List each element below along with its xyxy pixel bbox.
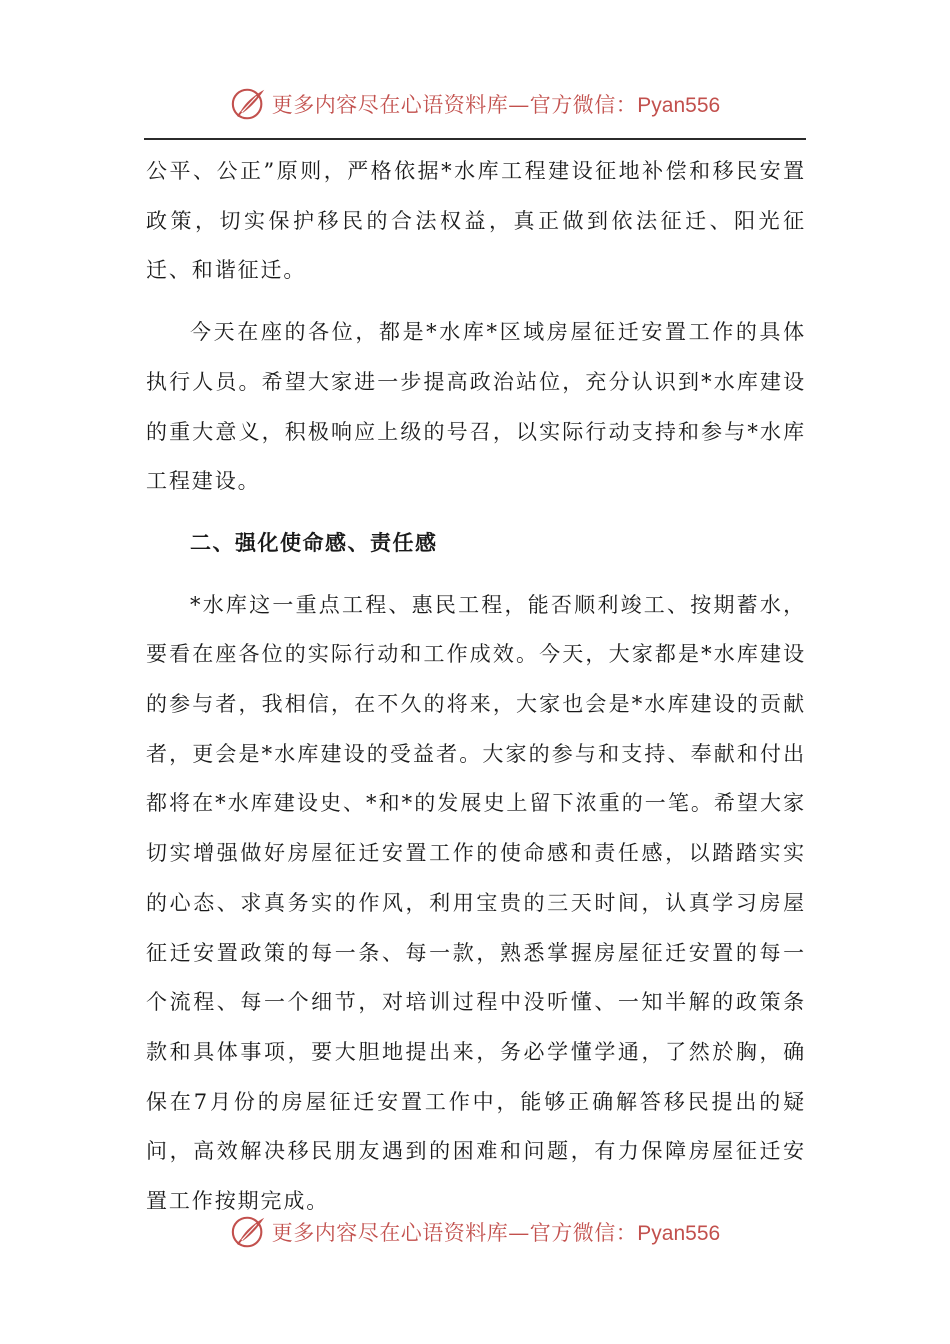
document-body — [146, 147, 806, 1239]
header-banner — [0, 84, 950, 124]
quill-logo-icon — [230, 1213, 268, 1251]
footer-banner-text — [272, 1217, 720, 1247]
footer-wechat-id: Pyan556 — [637, 1222, 721, 1245]
paragraph-1: 公平、公正”原则，严格依据*水库工程建设征地补偿和移民安置政策，切实保护移民的合法权益，真正做到依法征迁、阳光征迁、和谐征迁。 — [146, 159, 806, 283]
section-heading-2: 二、强化使命感、责任感 — [190, 530, 438, 555]
header-banner-text — [272, 89, 720, 119]
header-wechat-id: Pyan556 — [637, 94, 721, 117]
header-banner-label: 更多内容尽在心语资料库—官方微信： — [271, 93, 638, 117]
footer-banner — [0, 1212, 950, 1252]
paragraph-2: 今天在座的各位，都是*水库*区域房屋征迁安置工作的具体执行人员。希望大家进一步提高政治站位，充分认识到*水库建设的重大意义，积极响应上级的号召，以实际行动支持和参与*水库工程建设。 — [146, 320, 806, 494]
header-divider — [144, 138, 806, 140]
quill-logo-icon — [230, 85, 268, 123]
footer-banner-label: 更多内容尽在心语资料库—官方微信： — [271, 1221, 638, 1245]
paragraph-3: *水库这一重点工程、惠民工程，能否顺利竣工、按期蓄水，要看在座各位的实际行动和工作成效。今天，大家都是*水库建设的参与者，我相信，在不久的将来，大家也会是*水库建设的贡献者，更会是*水库建设的受益者。大家的参与和支持、奉献和付出都将在*水库建设史、*和*的发展史上留下浓重的一笔。希望大家切实增强做好房屋征迁安置工作的使命感和责任感，以踏踏实实的心态、求真务实的作风，利用宝贵的三天时间，认真学习房屋征迁安置政策的每一条、每一款，熟悉掌握房屋征迁安置的每一个流程、每一个细节，对培训过程中没听懂、一知半解的政策条款和具体事项，要大胆地提出来，务必学懂学通，了然於胸，确保在7月份的房屋征迁安置工作中，能够正确解答移民提出的疑问，高效解决移民朋友遇到的困难和问题，有力保障房屋征迁安置工作按期完成。 — [146, 592, 806, 1214]
